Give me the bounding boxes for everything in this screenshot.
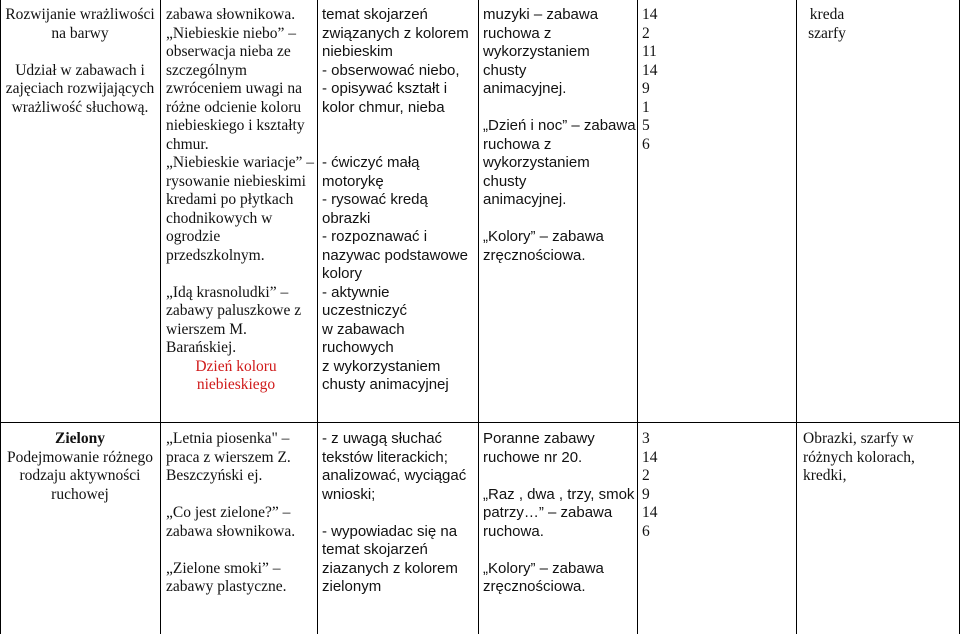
row2-objectives-part1: - z uwagą słuchać tekstów literackich; analizować, wyciągać wnioski; — [322, 430, 467, 503]
row2-numbers: 3 14 2 9 14 6 — [642, 430, 658, 540]
row1-movement-music: muzyki – zabawa ruchowa z wykorzystaniem chusty animacyjnej. — [483, 6, 599, 97]
row1-objectives-cell — [322, 6, 478, 395]
row2-movement-colors: „Kolory” – zabawa zręcznościowa. — [483, 559, 604, 595]
row2-activity-green-dragons: „Zielone smoki” – zabawy plastyczne. — [166, 559, 287, 595]
row2-materials: Obrazki, szarfy w różnych kolorach, kredki, — [803, 430, 915, 484]
row1-activity-intro: zabawa słownikowa. — [166, 6, 296, 23]
row1-movement-cell — [483, 6, 637, 265]
row2-objectives-cell — [322, 430, 478, 597]
row2-activities-cell — [166, 430, 316, 597]
row2-objectives-part2: - wypowiadac się na temat skojarzeń ziazanych z kolorem zielonym — [322, 522, 458, 595]
row2-title-green: Zielony — [55, 430, 105, 447]
row1-activity-blue-sky: „Niebieskie niebo” – obserwacja nieba ze szczególnym zwróceniem uwagi na różne odcienie koloru niebieskiego i kształty chmur. — [166, 24, 305, 153]
row2-movement-morning: Poranne zabawy ruchowe nr 20. — [483, 430, 595, 466]
row1-activity-dwarfs: „Idą krasnoludki” – zabawy paluszkowe z wierszem M. Barańskiej. — [166, 283, 302, 356]
column-divider-4 — [637, 0, 638, 634]
row1-numbers: 14 2 11 14 9 1 5 6 — [642, 6, 658, 153]
row2-activity-summer-song: „Letnia piosenka" – praca z wierszem Z. Beszczyński ej. — [166, 430, 291, 484]
row1-blue-day-label: Dzień koloru niebieskiego — [195, 357, 277, 393]
row1-numbers-cell — [642, 6, 792, 154]
row2-numbers-cell — [642, 430, 792, 541]
row1-materials-cell — [798, 6, 856, 43]
row1-movement-day-night: „Dzień i noc” – zabawa ruchowa z wykorzystaniem chusty animacyjnej. — [483, 117, 636, 208]
table-border-left — [0, 0, 1, 634]
row1-materials: kreda szarfy — [808, 6, 846, 42]
row1-movement-colors: „Kolory” – zabawa zręcznościowa. — [483, 228, 604, 264]
column-divider-5 — [796, 0, 797, 634]
row2-activity-what-is-green: „Co jest zielone?” – zabawa słownikowa. — [166, 504, 296, 540]
column-divider-2 — [317, 0, 318, 634]
row1-goals-cell — [2, 6, 158, 117]
row1-goal-color-sensitivity: Rozwijanie wrażliwości na barwy — [5, 6, 155, 42]
row1-objectives-part1: temat skojarzeń związanych z kolorem niebieskim - obserwować niebo, - opisywać kształt i kolor chmur, nieba — [322, 6, 469, 116]
column-divider-3 — [478, 0, 479, 634]
row2-goal-movement: Podejmowanie różnego rodzaju aktywności ruchowej — [7, 448, 153, 503]
row-divider — [0, 422, 960, 423]
row1-goal-hearing: Udział w zabawach i zajęciach rozwijających wrażliwość słuchową. — [5, 61, 155, 116]
column-divider-1 — [160, 0, 161, 634]
row2-goals-cell — [2, 430, 158, 504]
row1-activities-cell — [166, 6, 316, 395]
row1-objectives-part2: - ćwiczyć małą motorykę - rysować kredą obrazki - rozpoznawać i nazywac podstawowe kolory - aktywnie uczestniczyć w zabawach ruchowych z wykorzystaniem chusty animacyjnej — [322, 154, 468, 393]
row1-activity-blue-variations: „Niebieskie wariacje” – rysowanie niebieskimi kredami po płytkach chodnikowych w ogrodzie przedszkolnym. — [166, 154, 315, 264]
row2-movement-dragon: „Raz , dwa , trzy, smok patrzy…” – zabawa ruchowa. — [483, 485, 635, 540]
row2-materials-cell — [803, 430, 957, 486]
row2-movement-cell — [483, 430, 637, 597]
